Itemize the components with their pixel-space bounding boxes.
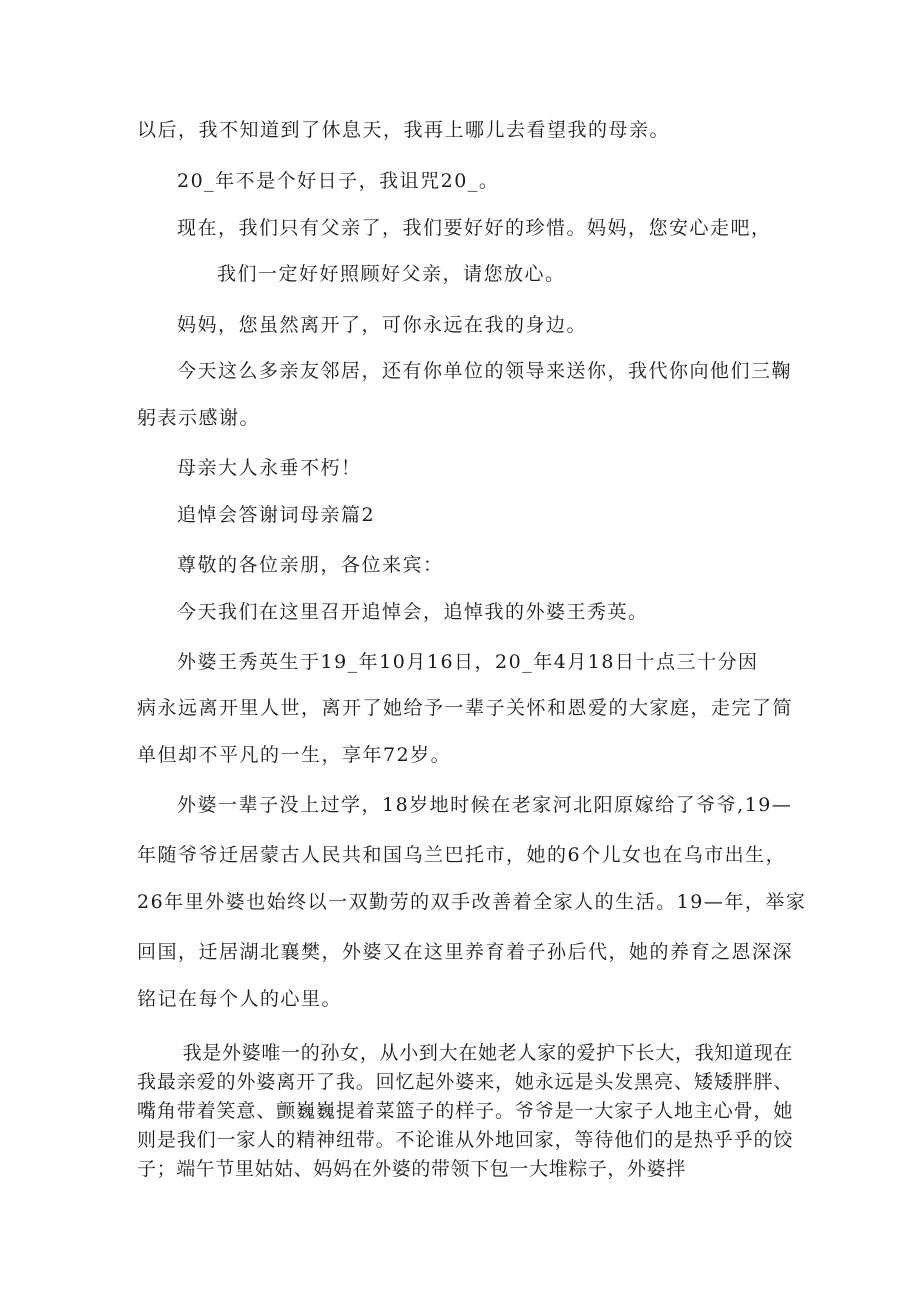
paragraph: 我是外婆唯一的孙女，从小到大在她老人家的爱护下长大，我知道现在我最亲爱的外婆离开了我。回忆起外婆来，她永远是头发黑亮、矮矮胖胖、嘴角带着笑意、颤巍巍提着菜篮子的样子。爷爷是一大家子人地主心骨，她则是我们一家人的精神纽带。不论谁从外地回家，等待他们的是热乎乎的饺子；端午节里姑姑、妈妈在外婆的带领下包一大堆粽子，外婆拌 [137, 1042, 793, 1180]
text-line: 单但却不平凡的一生，享年72岁。 [137, 744, 452, 766]
text-line: 回国，迁居湖北襄樊，外婆又在这里养育着子孙后代，她的养育之恩深深 [137, 941, 794, 963]
text-line: 尊敬的各位亲朋，各位来宾： [177, 554, 444, 576]
text-line: 病永远离开里人世，离开了她给予一辈子关怀和恩爱的大家庭，走完了简 [137, 697, 794, 719]
text-line: 躬表示感谢。 [137, 407, 261, 429]
text-line: 以后，我不知道到了休息天，我再上哪儿去看望我的母亲。 [137, 119, 671, 141]
text-line: 妈妈，您虽然离开了，可你永远在我的身边。 [177, 314, 588, 336]
text-line: 母亲大人永垂不朽！ [177, 457, 362, 479]
text-line: 今天我们在这里召开追悼会，追悼我的外婆王秀英。 [177, 601, 649, 623]
dense-paragraph-block [137, 1039, 793, 1184]
text-line: 今天这么多亲友邻居，还有你单位的领导来送你，我代你向他们三鞠 [177, 360, 793, 382]
text-line: 现在，我们只有父亲了，我们要好好的珍惜。妈妈，您安心走吧， [177, 217, 772, 239]
text-line: 我们一定好好照顾好父亲，请您放心。 [217, 263, 566, 285]
text-line: 铭记在每个人的心里。 [137, 988, 343, 1010]
text-line: 26年里外婆也始终以一双勤劳的双手改善着全家人的生活。19—年，举家 [137, 891, 807, 913]
text-line: 年随爷爷迁居蒙古人民共和国乌兰巴托市，她的6个儿女也在乌市出生， [137, 844, 787, 866]
text-line: 20_年不是个好日子，我诅咒20_。 [177, 170, 500, 192]
text-line: 外婆王秀英生于19_年10月16日，20_年4月18日十点三十分因 [177, 651, 759, 673]
section-heading: 追悼会答谢词母亲篇2 [177, 504, 376, 526]
text-line: 外婆一辈子没上过学，18岁地时候在老家河北阳原嫁给了爷爷,19— [177, 794, 793, 816]
